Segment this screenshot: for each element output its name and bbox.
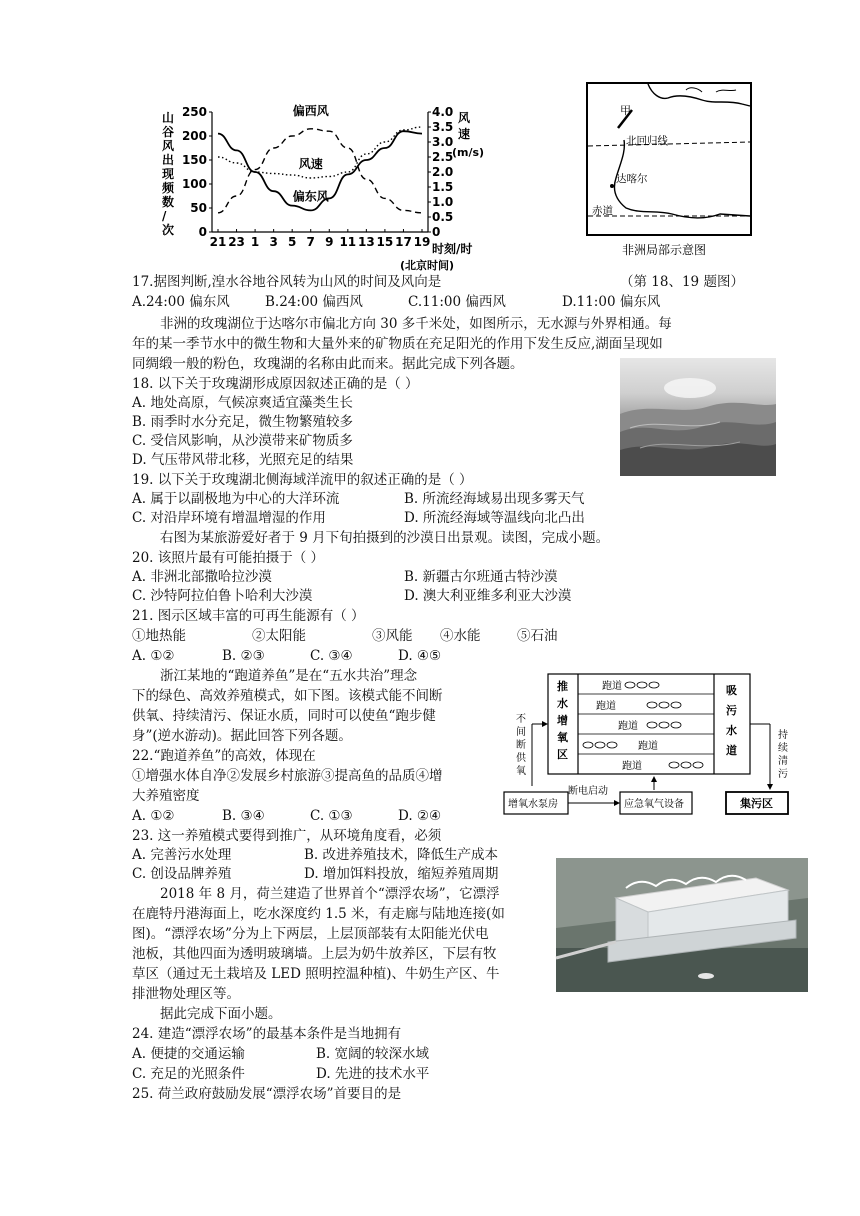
chart-xtick: 17 — [395, 235, 412, 249]
q17-option-b: B.24:00 偏西风 — [265, 294, 363, 310]
chart-ylabel-left-char: / — [162, 209, 167, 223]
chart-ylabel-right-char: 风 — [458, 111, 471, 125]
chart-ylabel-right-char: 速 — [458, 127, 471, 141]
chart-yright-tick: 4.0 — [432, 105, 454, 119]
chart-yright-tick: 1.5 — [432, 180, 454, 194]
q18-stem: 18. 以下关于玫瑰湖形成原因叙述正确的是（ ） — [132, 376, 419, 392]
rose-passage-line-3: 同绸缎一般的粉色，玫瑰湖的名称由此而来。据此完成下列各题。 — [132, 356, 524, 372]
lane-label-2: 跑道 — [596, 701, 616, 712]
floating-farm-photo — [556, 858, 808, 992]
chart-ylabel-left-char: 山 — [162, 111, 175, 125]
q24-option-a: A. 便捷的交通运输 — [132, 1046, 245, 1062]
q20-option-a: A. 非洲北部撒哈拉沙漠 — [132, 569, 272, 585]
chart-yright-tick: 3.5 — [432, 120, 454, 134]
q24-option-b: B. 宽阔的较深水域 — [316, 1046, 430, 1062]
valley-wind-chart — [160, 100, 485, 278]
q17-option-d: D.11:00 偏东风 — [562, 294, 661, 310]
oxygen-zone-char: 区 — [557, 748, 568, 761]
chart-yleft-tick: 250 — [181, 105, 207, 119]
chart-yleft-tick: 200 — [181, 129, 207, 143]
chart-xtick: 21 — [209, 235, 227, 249]
chart-xtick: 3 — [269, 235, 278, 249]
farm-passage-line-3: 图)。“漂浮农场”分为上下两层，上层顶部装有太阳能光伏电 — [132, 926, 489, 942]
q23-option-a: A. 完善污水处理 — [132, 847, 232, 863]
q20-option-d: D. 澳大利亚维多利亚大沙漠 — [404, 588, 572, 604]
chart-xtick: 1 — [250, 235, 260, 249]
q24-option-c: C. 充足的光照条件 — [132, 1066, 245, 1082]
farm-passage-line-7: 据此完成下面小题。 — [160, 1006, 282, 1022]
chart-yleft-tick: 0 — [198, 225, 207, 239]
africa-map — [586, 82, 752, 262]
continuous-cleaning-char: 持 — [778, 730, 788, 741]
oxygen-zone-char: 推 — [557, 680, 568, 693]
q22-line-2: 大养殖密度 — [132, 788, 200, 804]
q21-item-1: ①地热能 — [132, 628, 186, 644]
q17-option-a: A.24:00 偏东风 — [132, 294, 230, 310]
lane-label-4: 跑道 — [638, 741, 658, 752]
q18-option-b: B. 雨季时水分充足，微生物繁殖较多 — [132, 414, 354, 430]
chart-xtick: 11 — [339, 235, 357, 249]
label-jia: 甲 — [620, 104, 631, 117]
rose-passage-line-1: 非洲的玫瑰湖位于达喀尔市偏北方向 30 多千米处，如图所示，无水源与外界相通。每 — [160, 316, 672, 332]
fish-passage-line-1: 浙江某地的“跑道养鱼”是在“五水共治”理念 — [160, 668, 418, 684]
chart-xlabel-2: (北京时间) — [400, 259, 455, 272]
q18-option-a: A. 地处高原，气候凉爽适宜藻类生长 — [132, 395, 353, 411]
q18-option-c: C. 受信风影响，从沙漠带来矿物质多 — [132, 433, 353, 449]
label-equator: 赤道 — [592, 205, 613, 217]
chart-yright-tick: 0 — [432, 225, 441, 239]
q23-option-c: C. 创设品牌养殖 — [132, 866, 232, 882]
q21-option-b: B. ②③ — [222, 648, 265, 664]
chart-xtick: 9 — [325, 235, 334, 249]
oxygen-zone-char: 氧 — [557, 731, 568, 744]
sewage-channel-char: 吸 — [726, 684, 737, 697]
continuous-oxygen-char: 间 — [516, 727, 526, 738]
fish-passage-line-2: 下的绿色、高效养殖模式，如下图。该模式能不间断 — [132, 688, 443, 704]
farm-passage-line-4: 池板，其他四面为透明玻璃墙。上层为奶牛放养区，下层有牧 — [132, 946, 497, 962]
fish-passage-line-3: 供氧、持续清污、保证水质，同时可以使鱼“跑步健 — [132, 708, 436, 724]
farm-passage-line-2: 在鹿特丹港海面上，吃水深度约 1.5 米，有走廊与陆地连接(如 — [132, 906, 505, 922]
sewage-channel-char: 道 — [726, 744, 737, 757]
continuous-oxygen-char: 供 — [516, 753, 526, 764]
q21-item-5: ⑤石油 — [517, 628, 558, 644]
chart-yright-tick: 3.0 — [432, 135, 454, 149]
label-dakar: 达喀尔 — [616, 173, 648, 185]
q19-option-a: A. 属于以副极地为中心的大洋环流 — [132, 491, 340, 507]
continuous-cleaning-char: 清 — [778, 756, 788, 767]
q19-option-c: C. 对沿岸环境有增温增湿的作用 — [132, 510, 326, 526]
sewage-area-label: 集污区 — [740, 797, 773, 810]
chart-xtick: 23 — [228, 235, 245, 249]
rose-passage-line-2: 年的某一季节水中的微生物和大量外来的矿物质在充足阳光的作用下发生反应,湖面呈现如 — [132, 336, 663, 352]
q24-option-d: D. 先进的技术水平 — [316, 1066, 430, 1082]
chart-yright-tick: 1.0 — [432, 195, 454, 209]
label-tropic: 北回归线 — [626, 135, 668, 147]
q22-option-a: A. ①② — [132, 808, 175, 824]
q19-stem: 19. 以下关于玫瑰湖北侧海域洋流甲的叙述正确的是（ ） — [132, 472, 473, 488]
q23-option-b: B. 改进养殖技术，降低生产成本 — [304, 847, 499, 863]
continuous-cleaning-char: 污 — [778, 769, 788, 780]
oxygen-zone-char: 水 — [557, 697, 568, 710]
figure-caption: （第 18、19 题图） — [620, 274, 744, 290]
desert-passage: 右图为某旅游爱好者于 9 月下旬拍摄到的沙漠日出景观。读图，完成小题。 — [160, 530, 610, 546]
pump-house-label: 增氧水泵房 — [508, 799, 558, 810]
q25-stem: 25. 荷兰政府鼓励发展“漂浮农场”首要目的是 — [132, 1086, 402, 1102]
q22-option-b: B. ③④ — [222, 808, 265, 824]
chart-ylabel-right-unit: (m/s) — [452, 146, 485, 159]
map-caption: 非洲局部示意图 — [622, 243, 707, 257]
farm-passage-line-1: 2018 年 8 月，荷兰建造了世界首个“漂浮农场”，它漂浮 — [160, 886, 500, 902]
chart-series-label: 偏东风 — [292, 189, 329, 204]
continuous-oxygen-char: 不 — [516, 714, 526, 725]
q21-item-3: ③风能 — [372, 628, 413, 644]
emergency-oxygen-label: 应急氧气设备 — [624, 799, 684, 810]
chart-ylabel-left-char: 频 — [162, 181, 175, 195]
chart-yleft-tick: 50 — [190, 201, 207, 215]
chart-ylabel-left-char: 风 — [162, 139, 175, 153]
q20-option-c: C. 沙特阿拉伯鲁卜哈利大沙漠 — [132, 588, 313, 604]
chart-ylabel-left-char: 数 — [162, 195, 175, 209]
sewage-channel-char: 水 — [726, 724, 737, 737]
lane-label-3: 跑道 — [618, 721, 638, 732]
q18-option-d: D. 气压带风带北移，光照充足的结果 — [132, 452, 354, 468]
raceway-fish-diagram — [502, 668, 818, 824]
lane-label-1: 跑道 — [602, 681, 622, 692]
q24-stem: 24. 建造“漂浮农场”的最基本条件是当地拥有 — [132, 1026, 402, 1042]
q20-stem: 20. 该照片最有可能拍摄于（ ） — [132, 550, 325, 566]
dakar-dot — [610, 184, 614, 188]
desert-sunrise-photo — [620, 358, 776, 476]
q22-stem: 22.“跑道养鱼”的高效，体现在 — [132, 748, 316, 764]
chart-yright-tick: 2.5 — [432, 150, 454, 164]
q19-option-b: B. 所流经海域易出现多雾天气 — [404, 491, 585, 507]
chart-series-label: 偏西风 — [292, 103, 329, 118]
continuous-oxygen-char: 氧 — [516, 766, 526, 777]
q21-option-d: D. ④⑤ — [398, 648, 442, 664]
oxygen-zone-char: 增 — [557, 714, 568, 727]
chart-xtick: 7 — [306, 235, 315, 249]
chart-xtick: 19 — [413, 235, 431, 249]
q19-option-d: D. 所流经海域等温线向北凸出 — [404, 510, 585, 526]
chart-xtick: 13 — [358, 235, 375, 249]
sewage-channel-char: 污 — [726, 704, 737, 717]
q21-option-c: C. ③④ — [310, 648, 353, 664]
continuous-oxygen-char: 断 — [516, 740, 526, 751]
q21-stem: 21. 图示区域丰富的可再生能源有（ ） — [132, 608, 365, 624]
fish-passage-line-4: 身”(逆水游动)。据此回答下列各题。 — [132, 728, 352, 744]
lane-label-5: 跑道 — [622, 761, 642, 772]
q17-stem: 17.据图判断,湟水谷地谷风转为山风的时间及风向是 — [132, 274, 442, 290]
chart-ylabel-left-char: 现 — [162, 167, 175, 181]
chart-xtick: 15 — [376, 235, 394, 249]
chart-xlabel: 时刻/时 — [432, 242, 473, 256]
continuous-cleaning-char: 续 — [778, 743, 788, 754]
q22-option-c: C. ①③ — [310, 808, 353, 824]
q21-item-2: ②太阳能 — [252, 628, 306, 644]
q22-line-1: ①增强水体自净②发展乡村旅游③提高鱼的品质④增 — [132, 768, 443, 784]
power-start-label: 断电启动 — [568, 786, 608, 797]
q21-option-a: A. ①② — [132, 648, 175, 664]
q20-option-b: B. 新疆古尔班通古特沙漠 — [404, 569, 558, 585]
chart-ylabel-left-char: 谷 — [162, 125, 175, 139]
chart-yleft-tick: 100 — [181, 177, 207, 191]
farm-passage-line-6: 排泄物处理区等。 — [132, 986, 240, 1002]
chart-ylabel-left-char: 次 — [162, 223, 175, 237]
q17-option-c: C.11:00 偏西风 — [408, 294, 506, 310]
chart-xtick: 5 — [288, 235, 297, 249]
chart-yright-tick: 2.0 — [432, 165, 454, 179]
chart-yleft-tick: 150 — [181, 153, 207, 167]
farm-passage-line-5: 草区（通过无土栽培及 LED 照明控温种植)、牛奶生产区、牛 — [132, 966, 500, 982]
q23-option-d: D. 增加饵料投放，缩短养殖周期 — [304, 866, 499, 882]
chart-series-label: 风速 — [298, 157, 323, 171]
chart-ylabel-left-char: 出 — [162, 153, 175, 167]
chart-yright-tick: 0.5 — [432, 210, 454, 224]
q22-option-d: D. ②④ — [398, 808, 442, 824]
q23-stem: 23. 这一养殖模式要得到推广，从环境角度看，必须 — [132, 828, 442, 844]
q21-item-4: ④水能 — [440, 628, 481, 644]
